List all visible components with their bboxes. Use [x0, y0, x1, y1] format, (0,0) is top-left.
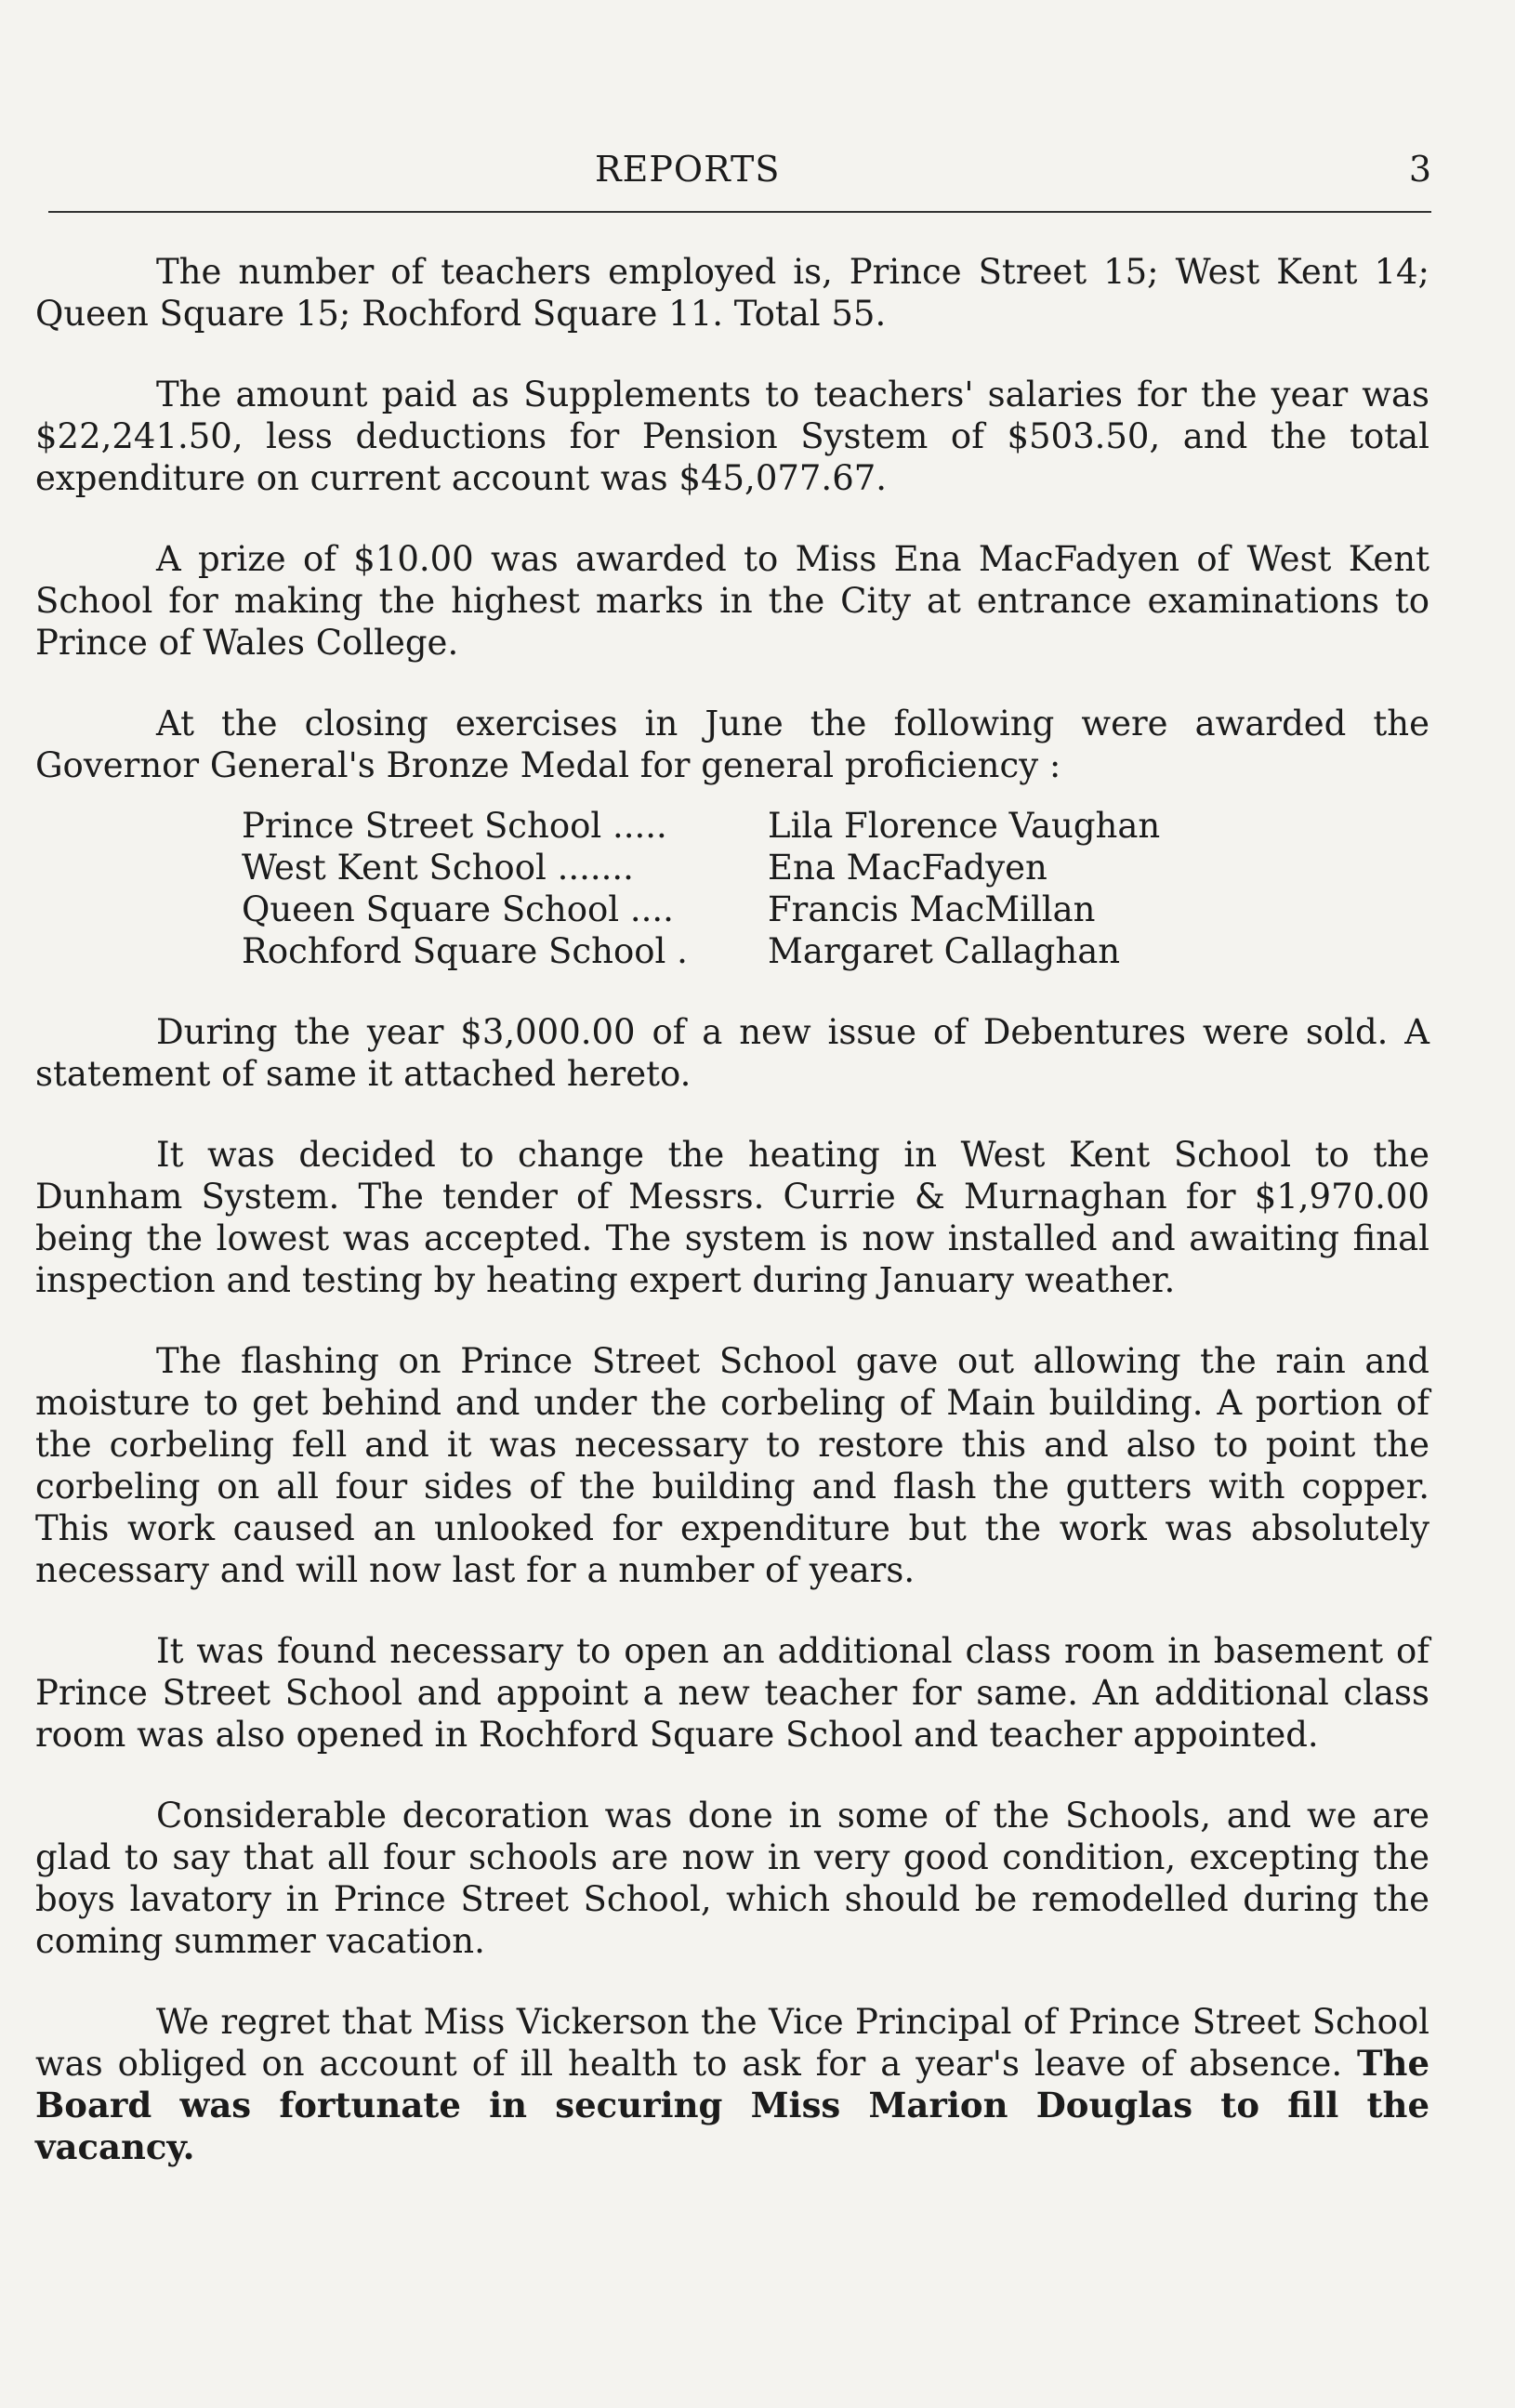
report-body — [35, 251, 1429, 2207]
paragraph-prize: A prize of $10.00 was awarded to Miss Ena MacFadyen of West Kent School for making the highest marks in the City at entrance examinations to Prince of Wales College. — [35, 539, 1429, 663]
page-title: REPORTS — [595, 149, 781, 190]
medal-school: Queen Square School .... — [242, 889, 674, 929]
paragraph-debentures: During the year $3,000.00 of a new issue of Debentures were sold. A statement of same it attached hereto. — [35, 1012, 1429, 1094]
list-item — [35, 888, 1429, 930]
medal-school: Prince Street School ..... — [242, 806, 667, 846]
paragraph-classroom: It was found necessary to open an additional class room in basement of Prince Street School and appoint a new teacher for same. An additional class room was also opened in Rochford Square School and teacher appointed. — [35, 1631, 1429, 1755]
medal-winner: Francis MacMillan — [768, 889, 1096, 929]
medal-school: Rochford Square School . — [242, 931, 688, 971]
running-head — [0, 149, 1515, 204]
paragraph-closing-exercises: At the closing exercises in June the following were awarded the Governor General's Bronze Medal for general proficiency : — [35, 704, 1429, 785]
paragraph-heating: It was decided to change the heating in West Kent School to the Dunham System. The tender of Messrs. Currie & Murnaghan for $1,970.00 being the lowest was accepted. The system is now installed and awaiting final inspection and testing by heating expert during January weather. — [35, 1135, 1429, 1300]
list-item — [35, 805, 1429, 847]
paragraph-regret — [35, 2001, 1429, 2168]
medal-winner: Lila Florence Vaughan — [768, 806, 1161, 846]
medal-school: West Kent School ....... — [242, 848, 634, 888]
regret-text: We regret that Miss Vickerson the Vice Principal of Prince Street School was obliged on account of ill health to ask for a year's leave of absence. — [35, 2002, 1429, 2084]
regret-tail-text: The Board was fortunate in securing Miss Marion Douglas to fill the vacancy. — [35, 2043, 1429, 2167]
medal-winners-list — [35, 805, 1429, 972]
list-item — [35, 930, 1429, 972]
paragraph-flashing: The flashing on Prince Street School gave out allowing the rain and moisture to get behind and under the corbeling of Main building. A portion of the corbeling fell and it was necessary to restore this and also to point the corbeling on all four sides of the building and flash the gutters with copper. This work caused an unlooked for expenditure but the work was absolutely necessary and will now last for a number of years. — [35, 1341, 1429, 1590]
header-rule — [48, 211, 1431, 213]
list-item — [35, 847, 1429, 888]
paragraph-decoration: Considerable decoration was done in some of the Schools, and we are glad to say that all four schools are now in very good condition, excepting the boys lavatory in Prince Street School, which should be remodelled during the coming summer vacation. — [35, 1796, 1429, 1961]
page-number: 3 — [1408, 149, 1431, 190]
paragraph-supplements: The amount paid as Supplements to teachers' salaries for the year was $22,241.50, less deductions for Pension System of $503.50, and the total expenditure on current account was $45,077.67. — [35, 375, 1429, 498]
medal-winner: Ena MacFadyen — [768, 848, 1047, 888]
paragraph-teachers: The number of teachers employed is, Prince Street 15; West Kent 14; Queen Square 15; Rochford Square 11. Total 55. — [35, 252, 1429, 334]
medal-winner: Margaret Callaghan — [768, 931, 1121, 971]
